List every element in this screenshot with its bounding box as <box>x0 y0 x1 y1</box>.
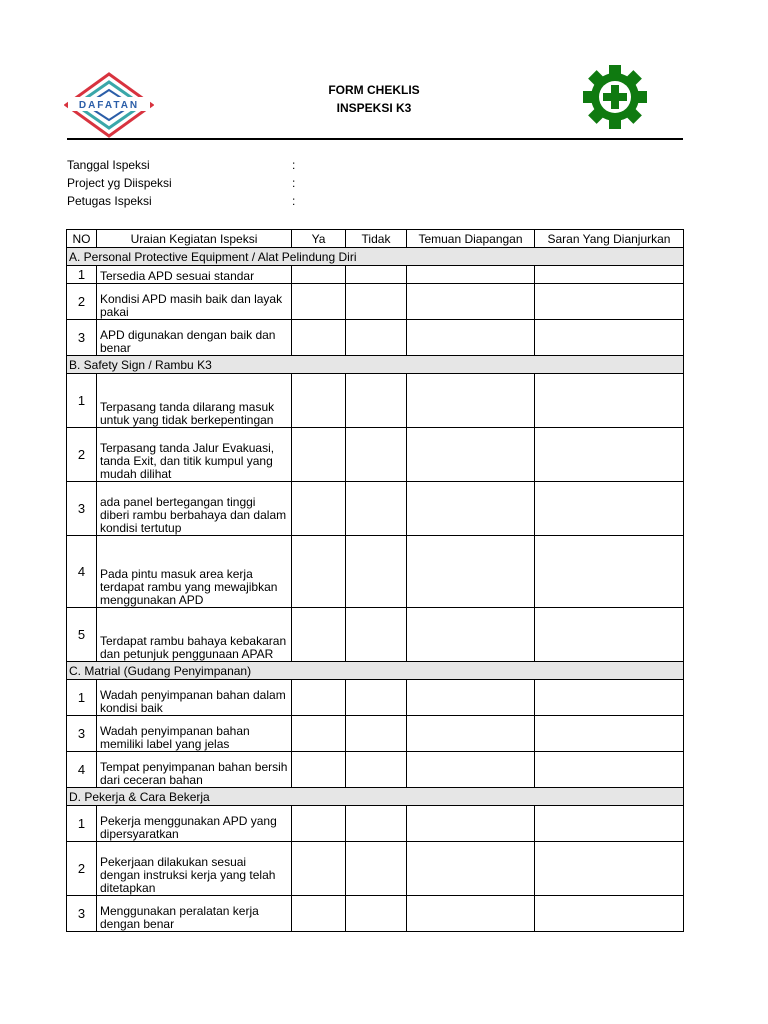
tidak-cell[interactable] <box>346 266 407 284</box>
temuan-cell[interactable] <box>407 752 535 788</box>
section-row <box>67 662 684 680</box>
row-description: Tersedia APD sesuai standar <box>97 266 292 284</box>
row-number: 5 <box>67 608 97 662</box>
section-title: D. Pekerja & Cara Bekerja <box>67 788 684 806</box>
table-row <box>67 536 684 608</box>
table-row <box>67 320 684 356</box>
table-row <box>67 896 684 932</box>
form-subtitle: INSPEKSI K3 <box>336 101 412 115</box>
saran-cell[interactable] <box>535 842 684 896</box>
saran-cell[interactable] <box>535 680 684 716</box>
section-row <box>67 248 684 266</box>
form-title: FORM CHEKLIS <box>328 83 420 97</box>
temuan-cell[interactable] <box>407 482 535 536</box>
row-description: Wadah penyimpanan bahan dalam kondisi baik <box>97 680 292 716</box>
dafatan-logo <box>64 72 154 138</box>
meta-label: Petugas Ispeksi <box>67 194 152 208</box>
tidak-cell[interactable] <box>346 842 407 896</box>
temuan-cell[interactable] <box>407 896 535 932</box>
meta-label: Project yg Diispeksi <box>67 176 172 190</box>
temuan-cell[interactable] <box>407 806 535 842</box>
meta-colon: : <box>292 176 296 190</box>
section-title: B. Safety Sign / Rambu K3 <box>67 356 684 374</box>
table-row <box>67 428 684 482</box>
temuan-cell[interactable] <box>407 428 535 482</box>
row-number: 2 <box>67 284 97 320</box>
saran-cell[interactable] <box>535 482 684 536</box>
tidak-cell[interactable] <box>346 752 407 788</box>
table-row <box>67 482 684 536</box>
table-header-row <box>67 230 684 248</box>
row-number: 1 <box>67 266 97 284</box>
temuan-cell[interactable] <box>407 284 535 320</box>
ya-cell[interactable] <box>292 806 346 842</box>
ya-cell[interactable] <box>292 680 346 716</box>
header-uraian: Uraian Kegiatan Ispeksi <box>97 230 292 248</box>
tidak-cell[interactable] <box>346 536 407 608</box>
saran-cell[interactable] <box>535 536 684 608</box>
temuan-cell[interactable] <box>407 716 535 752</box>
row-description: Terpasang tanda Jalur Evakuasi, tanda Exit, dan titik kumpul yang mudah dilihat <box>97 428 292 482</box>
row-description: Kondisi APD masih baik dan layak pakai <box>97 284 292 320</box>
row-number: 2 <box>67 842 97 896</box>
header-temuan: Temuan Diapangan <box>407 230 535 248</box>
saran-cell[interactable] <box>535 266 684 284</box>
table-row <box>67 680 684 716</box>
saran-cell[interactable] <box>535 716 684 752</box>
table-row <box>67 716 684 752</box>
saran-cell[interactable] <box>535 752 684 788</box>
table-row <box>67 842 684 896</box>
saran-cell[interactable] <box>535 896 684 932</box>
row-description: Tempat penyimpanan bahan bersih dari ceceran bahan <box>97 752 292 788</box>
tidak-cell[interactable] <box>346 806 407 842</box>
row-number: 1 <box>67 374 97 428</box>
temuan-cell[interactable] <box>407 266 535 284</box>
ya-cell[interactable] <box>292 842 346 896</box>
row-number: 4 <box>67 536 97 608</box>
meta-colon: : <box>292 194 296 208</box>
section-row <box>67 356 684 374</box>
row-description: Terpasang tanda dilarang masuk untuk yang tidak berkepentingan <box>97 374 292 428</box>
k3-safety-cross-gear-icon <box>572 64 658 130</box>
table-row <box>67 266 684 284</box>
tidak-cell[interactable] <box>346 608 407 662</box>
temuan-cell[interactable] <box>407 320 535 356</box>
ya-cell[interactable] <box>292 608 346 662</box>
row-number: 3 <box>67 320 97 356</box>
saran-cell[interactable] <box>535 428 684 482</box>
header-ya: Ya <box>292 230 346 248</box>
temuan-cell[interactable] <box>407 842 535 896</box>
row-description: Wadah penyimpanan bahan memiliki label yang jelas <box>97 716 292 752</box>
header-no: NO <box>67 230 97 248</box>
section-row <box>67 788 684 806</box>
tidak-cell[interactable] <box>346 680 407 716</box>
row-description: Pekerjaan dilakukan sesuai dengan instruksi kerja yang telah ditetapkan <box>97 842 292 896</box>
ya-cell[interactable] <box>292 482 346 536</box>
tidak-cell[interactable] <box>346 320 407 356</box>
row-description: ada panel bertegangan tinggi diberi rambu berbahaya dan dalam kondisi tertutup <box>97 482 292 536</box>
temuan-cell[interactable] <box>407 608 535 662</box>
header-divider <box>67 138 683 140</box>
row-description: Menggunakan peralatan kerja dengan benar <box>97 896 292 932</box>
meta-colon: : <box>292 158 296 172</box>
tidak-cell[interactable] <box>346 482 407 536</box>
tidak-cell[interactable] <box>346 896 407 932</box>
ya-cell[interactable] <box>292 284 346 320</box>
row-description: Pada pintu masuk area kerja terdapat rambu yang mewajibkan menggunakan APD <box>97 536 292 608</box>
row-number: 1 <box>67 680 97 716</box>
row-number: 1 <box>67 806 97 842</box>
saran-cell[interactable] <box>535 374 684 428</box>
ya-cell[interactable] <box>292 716 346 752</box>
section-title: A. Personal Protective Equipment / Alat Pelindung Diri <box>67 248 684 266</box>
row-number: 3 <box>67 482 97 536</box>
row-number: 3 <box>67 716 97 752</box>
temuan-cell[interactable] <box>407 374 535 428</box>
tidak-cell[interactable] <box>346 284 407 320</box>
row-number: 4 <box>67 752 97 788</box>
table-row <box>67 374 684 428</box>
header-tidak: Tidak <box>346 230 407 248</box>
tidak-cell[interactable] <box>346 716 407 752</box>
ya-cell[interactable] <box>292 536 346 608</box>
table-row <box>67 284 684 320</box>
row-number: 3 <box>67 896 97 932</box>
ya-cell[interactable] <box>292 896 346 932</box>
saran-cell[interactable] <box>535 608 684 662</box>
meta-label: Tanggal Ispeksi <box>67 158 150 172</box>
ya-cell[interactable] <box>292 428 346 482</box>
row-number: 2 <box>67 428 97 482</box>
row-description: Terdapat rambu bahaya kebakaran dan petunjuk penggunaan APAR <box>97 608 292 662</box>
ya-cell[interactable] <box>292 374 346 428</box>
temuan-cell[interactable] <box>407 680 535 716</box>
saran-cell[interactable] <box>535 320 684 356</box>
temuan-cell[interactable] <box>407 536 535 608</box>
ya-cell[interactable] <box>292 752 346 788</box>
table-row <box>67 608 684 662</box>
saran-cell[interactable] <box>535 284 684 320</box>
table-row <box>67 752 684 788</box>
row-description: Pekerja menggunakan APD yang dipersyaratkan <box>97 806 292 842</box>
header-saran: Saran Yang Dianjurkan <box>535 230 684 248</box>
section-title: C. Matrial (Gudang Penyimpanan) <box>67 662 684 680</box>
saran-cell[interactable] <box>535 806 684 842</box>
table-row <box>67 806 684 842</box>
tidak-cell[interactable] <box>346 428 407 482</box>
ya-cell[interactable] <box>292 266 346 284</box>
inspection-table <box>66 229 684 932</box>
row-description: APD digunakan dengan baik dan benar <box>97 320 292 356</box>
ya-cell[interactable] <box>292 320 346 356</box>
logo-wordmark: DAFATAN <box>78 100 140 111</box>
tidak-cell[interactable] <box>346 374 407 428</box>
